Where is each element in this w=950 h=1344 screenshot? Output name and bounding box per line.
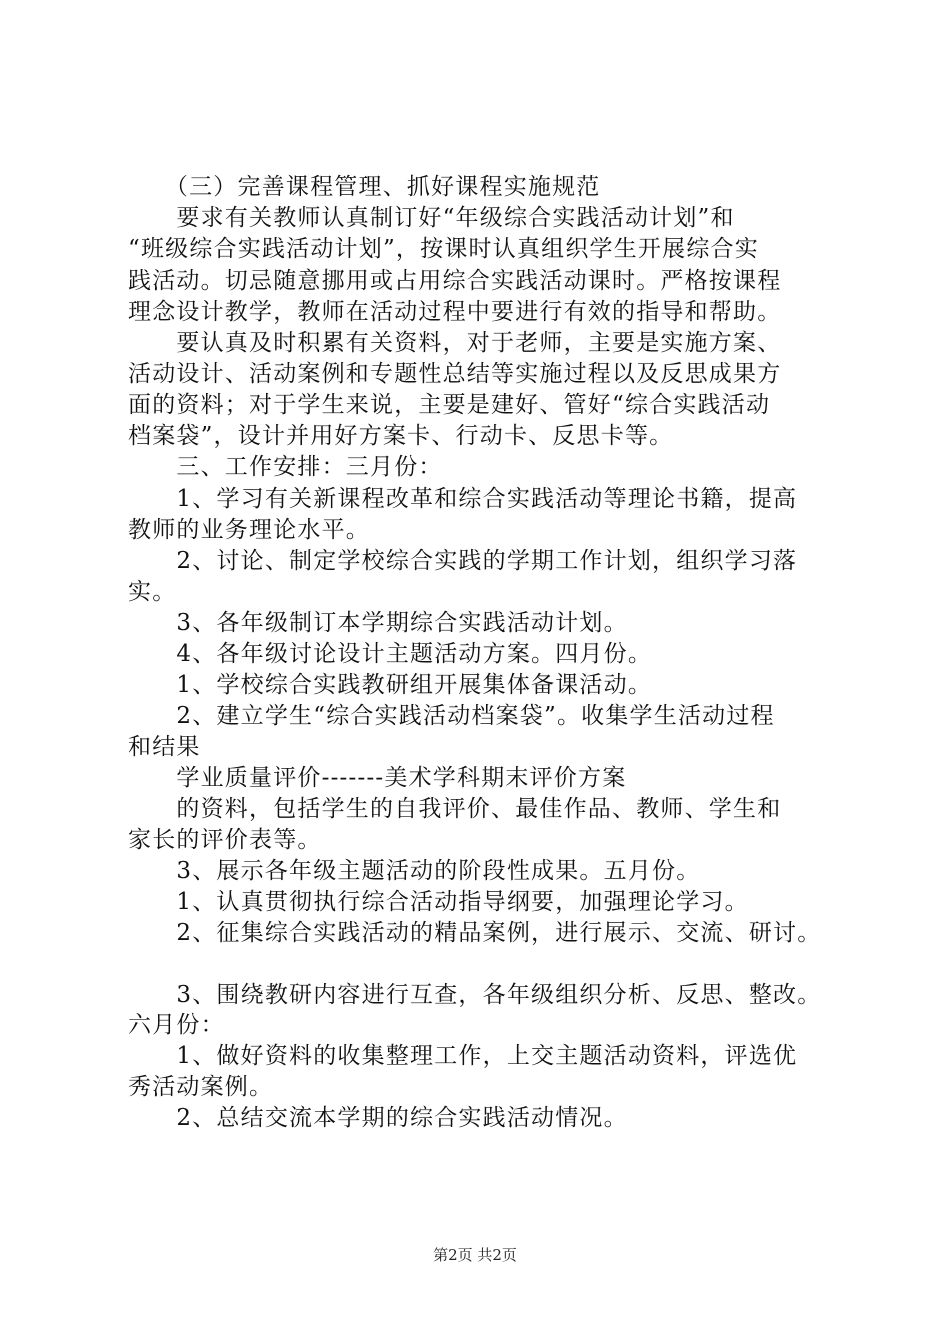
text-line: 4、各年级讨论设计主题活动方案。四月份。	[128, 641, 653, 667]
text-line: 学业质量评价-------美术学科期末评价方案	[128, 765, 627, 791]
text-line: 档案袋”，设计并用好方案卡、行动卡、反思卡等。	[128, 423, 674, 449]
text-line: 3、各年级制订本学期综合实践活动计划。	[128, 610, 628, 636]
text-line: 2、建立学生“综合实践活动档案袋”。收集学生活动过程	[128, 703, 775, 729]
text-line: 教师的业务理论水平。	[128, 517, 370, 543]
text-line: 要认真及时积累有关资料，对于老师，主要是实施方案、	[128, 330, 782, 356]
text-line: 3、围绕教研内容进行互查，各年级组织分析、反思、整改。	[128, 982, 822, 1008]
text-line: 3、展示各年级主题活动的阶段性成果。五月份。	[128, 858, 701, 884]
text-line: 实。	[128, 579, 177, 605]
text-line: 1、做好资料的收集整理工作，上交主题活动资料，评选优	[128, 1043, 798, 1069]
text-line: 2、总结交流本学期的综合实践活动情况。	[128, 1105, 628, 1131]
text-line: 三、工作安排：三月份：	[128, 454, 443, 480]
text-line: 秀活动案例。	[128, 1074, 274, 1100]
text-line: 面的资料；对于学生来说，主要是建好、管好“综合实践活动	[128, 392, 771, 418]
text-line: 1、认真贯彻执行综合活动指导纲要，加强理论学习。	[128, 889, 749, 915]
text-line: 和结果	[128, 734, 201, 760]
text-line: 家长的评价表等。	[128, 827, 322, 853]
text-line: 六月份：	[128, 1012, 225, 1038]
text-line: 1、学习有关新课程改革和综合实践活动等理论书籍，提高	[128, 486, 798, 512]
text-line: 的资料，包括学生的自我评价、最佳作品、教师、学生和	[128, 796, 782, 822]
text-line: 2、征集综合实践活动的精品案例，进行展示、交流、研讨。	[128, 920, 822, 946]
text-line: （三）完善课程管理、抓好课程实施规范	[128, 174, 601, 200]
text-line: 活动设计、活动案例和专题性总结等实施过程以及反思成果方	[128, 361, 782, 387]
text-line: 要求有关教师认真制订好“年级综合实践活动计划”和	[128, 205, 735, 231]
text-line: “班级综合实践活动计划”，按课时认真组织学生开展综合实	[128, 236, 759, 262]
text-line: 理念设计教学，教师在活动过程中要进行有效的指导和帮助。	[128, 299, 782, 325]
text-line: 践活动。切忌随意挪用或占用综合实践活动课时。严格按课程	[128, 268, 782, 294]
page-number-footer: 第2页 共2页	[433, 1246, 517, 1264]
text-line: 1、学校综合实践教研组开展集体备课活动。	[128, 672, 653, 698]
text-line: 2、讨论、制定学校综合实践的学期工作计划，组织学习落	[128, 548, 798, 574]
